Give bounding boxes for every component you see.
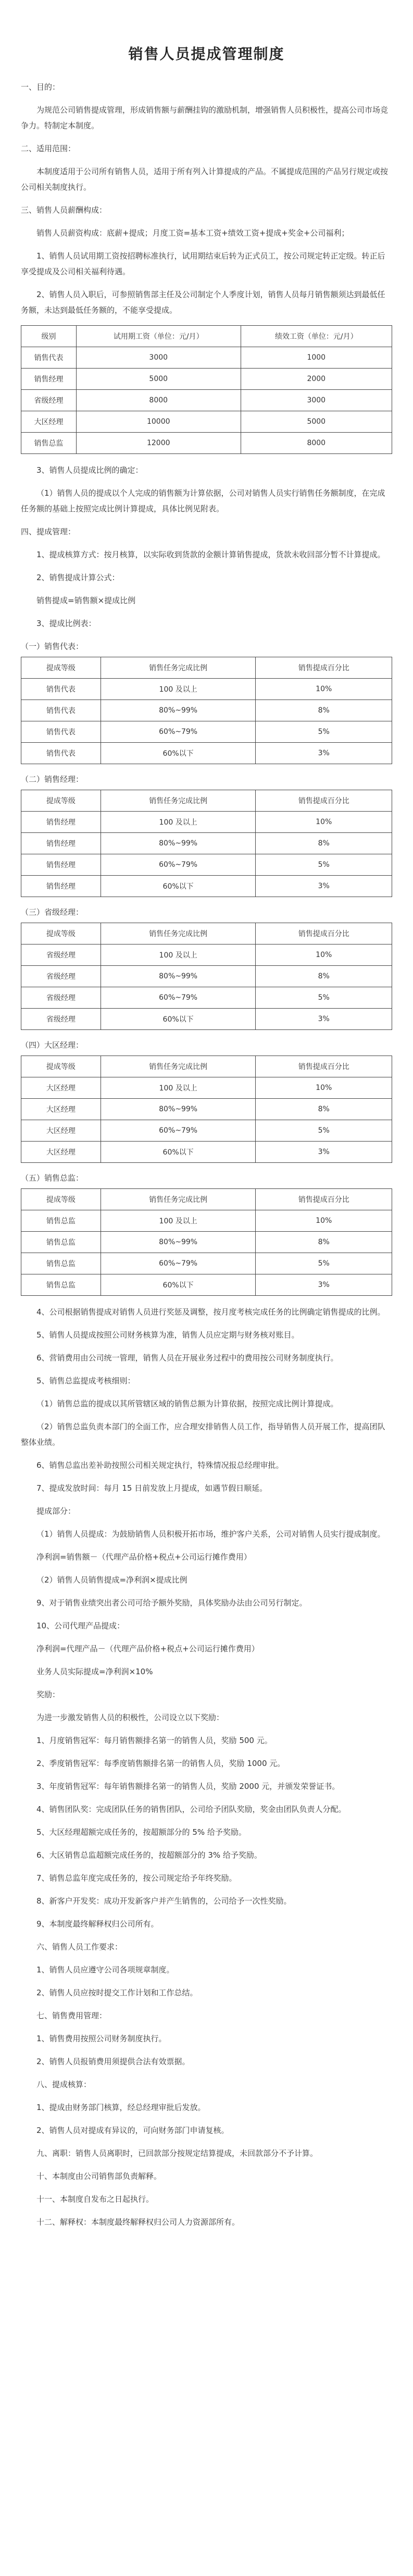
table-cell: 3% [256, 743, 392, 764]
paragraph: 7、销售总监年度完成任务的，按公司规定给予年终奖励。 [36, 1873, 237, 1883]
table-cell: 80%~99% [101, 700, 256, 721]
section-heading: 二、适用范围： [21, 144, 76, 153]
paragraph: （1）销售人员的提成以个人完成的销售额为计算依据，公司对销售人员实行销售任务额制度，在完成任务额的基础上按照完成比例计算提成，具体比例见附表。 [21, 488, 385, 513]
table-cell: 大区经理 [21, 1099, 101, 1120]
table-row [21, 966, 392, 987]
table-cell: 10% [256, 812, 392, 833]
table-cell: 5% [256, 721, 392, 743]
paragraph: 净利润=销售额－（代理产品价格+税点+公司运行摊作费用） [36, 1552, 252, 1562]
table-row [21, 876, 392, 897]
table-cell: 12000 [76, 433, 241, 454]
table-cell: 60%以下 [101, 876, 256, 897]
paragraph: 7、提成发放时间：每月 15 日前发放上月提成，如遇节假日顺延。 [36, 1483, 268, 1493]
table-cell: 销售总监 [21, 1253, 101, 1274]
paragraph: 3、提成比例表： [36, 619, 96, 628]
table-row [21, 854, 392, 876]
paragraph: 5、销售人员提成按照公司财务核算为准，销售人员应定期与财务核对账目。 [36, 1330, 299, 1340]
table-header-cell: 销售提成百分比 [256, 1056, 392, 1077]
section-heading: 一、目的： [21, 82, 60, 92]
table-cell: 销售代表 [21, 700, 101, 721]
table-cell: 3000 [241, 390, 392, 411]
table-header-row [21, 657, 392, 679]
paragraph: 1、提成由财务部门核算，经总经理审批后发放。 [36, 2103, 206, 2112]
table-row [21, 390, 392, 411]
commission-table [21, 1056, 392, 1163]
table-row [21, 987, 392, 1009]
table-row [21, 700, 392, 721]
table-cell: 销售总监 [21, 1210, 101, 1232]
table-cell: 销售经理 [21, 833, 101, 854]
table-cell: 10% [256, 944, 392, 966]
table-header-cell: 销售提成百分比 [256, 1189, 392, 1210]
table-row [21, 433, 392, 454]
table-header-cell: 销售任务完成比例 [101, 1056, 256, 1077]
paragraph: 8、新客户开发奖：成功开发新客户并产生销售的，公司给予一次性奖励。 [36, 1896, 292, 1906]
table-row [21, 812, 392, 833]
paragraph: 6、销售总监出差补助按照公司相关规定执行，特殊情况报总经理审批。 [36, 1461, 284, 1470]
table-cell: 5000 [241, 411, 392, 433]
table-cell: 销售经理 [21, 876, 101, 897]
table-cell: 大区经理 [21, 411, 77, 433]
table-cell: 8000 [76, 390, 241, 411]
paragraph: 本制度适用于公司所有销售人员，适用于所有列入计算提成的产品。不属提成范围的产品另行规定或按公司相关制度执行。 [21, 167, 389, 192]
table-cell: 10000 [76, 411, 241, 433]
table-cell: 省级经理 [21, 390, 77, 411]
paragraph: 2、销售人员对提成有异议的，可向财务部门申请复核。 [36, 2126, 229, 2135]
table-cell: 3% [256, 1274, 392, 1296]
table-cell: 省级经理 [21, 944, 101, 966]
paragraph: 九、离职：销售人员离职时，已回款部分按规定结算提成，未回款部分不予计算。 [36, 2149, 318, 2158]
paragraph: 净利润=代理产品－（代理产品价格+税点+公司运行摊作费用） [36, 1644, 259, 1653]
table-header-cell: 销售任务完成比例 [101, 923, 256, 944]
table-row [21, 1232, 392, 1253]
paragraph: 9、本制度最终解释权归公司所有。 [36, 1919, 159, 1929]
table-cell: 销售代表 [21, 721, 101, 743]
table-cell: 60%~79% [101, 721, 256, 743]
table-cell: 10% [256, 1077, 392, 1099]
paragraph: 4、销售团队奖：完成团队任务的销售团队，公司给予团队奖励，奖金由团队负责人分配。 [36, 1805, 346, 1814]
paragraph: 1、销售人员试用期工资按招聘标准执行，试用期结束后转为正式员工，按公司规定转正定级。转正后享受提成及公司相关福利待遇。 [21, 251, 385, 276]
table-cell: 60%~79% [101, 854, 256, 876]
table-header-cell: 提成等级 [21, 790, 101, 812]
paragraph: 销售人员薪资构成：底薪+提成；月度工资=基本工资+绩效工资+提成+奖金+公司福利； [36, 228, 349, 238]
table-cell: 80%~99% [101, 1099, 256, 1120]
table-cell: 8% [256, 1232, 392, 1253]
table-cell: 8% [256, 966, 392, 987]
table-cell: 60%以下 [101, 1274, 256, 1296]
table-header-row [21, 326, 392, 347]
table-cell: 3% [256, 876, 392, 897]
table-header-cell: 试用期工资（单位：元/月） [76, 326, 241, 347]
paragraph: 奖励： [36, 1690, 60, 1699]
table-cell: 100 及以上 [101, 1210, 256, 1232]
paragraph: 1、提成核算方式：按月核算，以实际收到货款的金额计算销售提成，货款未收回部分暂不计算提成。 [36, 550, 385, 559]
table-header-row [21, 1056, 392, 1077]
table-row [21, 1253, 392, 1274]
table-cell: 100 及以上 [101, 812, 256, 833]
table-cell: 省级经理 [21, 966, 101, 987]
table-header-cell: 级别 [21, 326, 77, 347]
table-header-row [21, 790, 392, 812]
table-cell: 10% [256, 1210, 392, 1232]
level-salary-table [21, 325, 392, 454]
commission-table [21, 1188, 392, 1296]
paragraph: 八、提成核算： [36, 2080, 92, 2089]
table-label: （二）销售经理： [21, 775, 84, 784]
table-cell: 大区经理 [21, 1120, 101, 1142]
table-row [21, 1077, 392, 1099]
commission-tables [21, 641, 392, 1296]
table-label: （一）销售代表： [21, 642, 84, 651]
section-heading: 四、提成管理： [21, 527, 76, 536]
table-row [21, 1210, 392, 1232]
table-row [21, 833, 392, 854]
paragraph: （2）销售总监负责本部门的全面工作，应合理安排销售人员工作，指导销售人员开展工作，提高团队整体业绩。 [21, 1422, 385, 1447]
table-cell: 100 及以上 [101, 944, 256, 966]
commission-table [21, 657, 392, 764]
table-row [21, 743, 392, 764]
paragraph: 2、销售人员报销费用须提供合法有效票据。 [36, 2057, 190, 2066]
paragraph: 七、销售费用管理： [36, 2011, 107, 2020]
table-label: （五）销售总监： [21, 1173, 84, 1183]
table-header-cell: 销售任务完成比例 [101, 790, 256, 812]
table-cell: 5% [256, 854, 392, 876]
table-row [21, 1120, 392, 1142]
table-header-cell: 提成等级 [21, 657, 101, 679]
table-cell: 60%以下 [101, 1142, 256, 1163]
paragraph: 为规范公司销售提成管理，形成销售额与薪酬挂钩的激励机制，增强销售人员积极性，提高公司市场竞争力。特制定本制度。 [21, 105, 389, 130]
table-header-cell: 销售提成百分比 [256, 790, 392, 812]
table-row [21, 347, 392, 369]
paragraph: 2、销售人员应按时提交工作计划和工作总结。 [36, 1988, 198, 1997]
table-cell: 60%以下 [101, 743, 256, 764]
table-row [21, 369, 392, 390]
table-cell: 60%~79% [101, 1120, 256, 1142]
table-cell: 销售总监 [21, 1232, 101, 1253]
paragraph: 十、本制度由公司销售部负责解释。 [36, 2172, 162, 2181]
paragraph: 4、公司根据销售提成对销售人员进行奖惩及调整，按月度考核完成任务的比例确定销售提成的比例。 [36, 1307, 385, 1317]
table-cell: 销售经理 [21, 369, 77, 390]
table-cell: 销售经理 [21, 854, 101, 876]
table-header-row [21, 923, 392, 944]
paragraph: （1）销售人员提成：为鼓励销售人员积极开拓市场，维护客户关系，公司对销售人员实行提成制度。 [36, 1529, 385, 1539]
table-row [21, 721, 392, 743]
paragraph: 十二、解释权：本制度最终解释权归公司人力资源部所有。 [36, 2217, 240, 2227]
table-cell: 100 及以上 [101, 1077, 256, 1099]
table-cell: 销售代表 [21, 743, 101, 764]
table-cell: 60%~79% [101, 987, 256, 1009]
paragraph: 5、销售总监提成考核细则： [36, 1376, 135, 1385]
table-cell: 大区经理 [21, 1142, 101, 1163]
table-cell: 省级经理 [21, 987, 101, 1009]
table-cell: 省级经理 [21, 1009, 101, 1030]
document-title: 销售人员提成管理制度 [128, 45, 285, 63]
section-heading: 三、销售人员薪酬构成： [21, 205, 107, 215]
table-cell: 销售代表 [21, 679, 101, 700]
paragraph: 1、销售费用按照公司财务制度执行。 [36, 2034, 167, 2043]
table-header-cell: 销售提成百分比 [256, 657, 392, 679]
paragraph: 提成部分： [36, 1506, 76, 1516]
table-header-cell: 提成等级 [21, 923, 101, 944]
table-header-row [21, 1189, 392, 1210]
rest-section [21, 1304, 392, 2230]
table-cell: 100 及以上 [101, 679, 256, 700]
table-row [21, 1274, 392, 1296]
table-cell: 80%~99% [101, 833, 256, 854]
commission-table [21, 790, 392, 897]
table-cell: 60%以下 [101, 1009, 256, 1030]
table-header-cell: 提成等级 [21, 1056, 101, 1077]
table-cell: 5% [256, 1253, 392, 1274]
table-row [21, 944, 392, 966]
table-header-cell: 销售任务完成比例 [101, 1189, 256, 1210]
table-cell: 销售总监 [21, 433, 77, 454]
commission-table [21, 923, 392, 1030]
paragraph: （1）销售总监的提成以其所管辖区域的销售总额为计算依据，按照完成比例计算提成。 [36, 1399, 339, 1408]
table-header-cell: 销售任务完成比例 [101, 657, 256, 679]
table-cell: 大区经理 [21, 1077, 101, 1099]
paragraph: 3、销售人员提成比例的确定： [36, 465, 143, 475]
table-header-cell: 销售提成百分比 [256, 923, 392, 944]
table-cell: 60%~79% [101, 1253, 256, 1274]
table-cell: 8% [256, 700, 392, 721]
table-cell: 3% [256, 1142, 392, 1163]
table-label: （四）大区经理： [21, 1040, 84, 1050]
paragraph: 5、大区经理超额完成任务的，按超额部分的 5% 给予奖励。 [36, 1827, 246, 1837]
paragraph: 为进一步激发销售人员的积极性，公司设立以下奖励： [36, 1713, 224, 1722]
paragraph: 2、季度销售冠军：每季度销售额排名第一的销售人员，奖励 1000 元。 [36, 1759, 285, 1768]
table-cell: 5% [256, 1120, 392, 1142]
table-cell: 销售总监 [21, 1274, 101, 1296]
mid-section [21, 462, 392, 631]
paragraph: 10、公司代理产品提成： [36, 1621, 125, 1630]
table-row [21, 1009, 392, 1030]
table-header-cell: 提成等级 [21, 1189, 101, 1210]
table-cell: 2000 [241, 369, 392, 390]
paragraph: 6、营销费用由公司统一管理，销售人员在开展业务过程中的费用按公司财务制度执行。 [36, 1353, 339, 1363]
paragraph: 9、对于销售业绩突出者公司可给予额外奖励，具体奖励办法由公司另行制定。 [36, 1598, 307, 1608]
table-cell: 3% [256, 1009, 392, 1030]
paragraph: 3、年度销售冠军：每年销售额排名第一的销售人员，奖励 2000 元，并颁发荣誉证书。 [36, 1782, 340, 1791]
paragraph: （2）销售人员销售提成=净利润×提成比例 [36, 1575, 187, 1585]
paragraph: 业务人员实际提成=净利润×10% [36, 1667, 153, 1676]
paragraph: 销售提成=销售额×提成比例 [36, 596, 136, 605]
table-row [21, 1099, 392, 1120]
table-cell: 销售代表 [21, 347, 77, 369]
table-cell: 销售经理 [21, 812, 101, 833]
paragraph: 6、大区销售总监超额完成任务的，按超额部分的 3% 给予奖励。 [36, 1850, 262, 1860]
table-header-cell: 绩效工资（单位：元/月） [241, 326, 392, 347]
table-row [21, 1142, 392, 1163]
table-cell: 5000 [76, 369, 241, 390]
table-cell: 3000 [76, 347, 241, 369]
table-cell: 80%~99% [101, 1232, 256, 1253]
paragraph: 2、销售人员入职后，可参照销售部主任及公司制定个人季度计划，销售人员每月销售额须达到最低任务额，未达到最低任务额的，不能享受提成。 [21, 290, 385, 315]
paragraph: 1、月度销售冠军：每月销售额排名第一的销售人员，奖励 500 元。 [36, 1736, 272, 1745]
table-row [21, 679, 392, 700]
table-cell: 1000 [241, 347, 392, 369]
table-cell: 10% [256, 679, 392, 700]
paragraph: 2、销售提成计算公式： [36, 573, 120, 582]
table-label: （三）省级经理： [21, 907, 84, 917]
table-cell: 5% [256, 987, 392, 1009]
table-cell: 80%~99% [101, 966, 256, 987]
paragraph: 十一、本制度自发布之日起执行。 [36, 2194, 154, 2204]
table-cell: 8% [256, 833, 392, 854]
table-row [21, 411, 392, 433]
table-cell: 8000 [241, 433, 392, 454]
paragraph: 六、销售人员工作要求： [36, 1942, 123, 1952]
paragraph: 1、销售人员应遵守公司各项规章制度。 [36, 1965, 174, 1974]
intro-section [21, 79, 392, 318]
table-cell: 8% [256, 1099, 392, 1120]
